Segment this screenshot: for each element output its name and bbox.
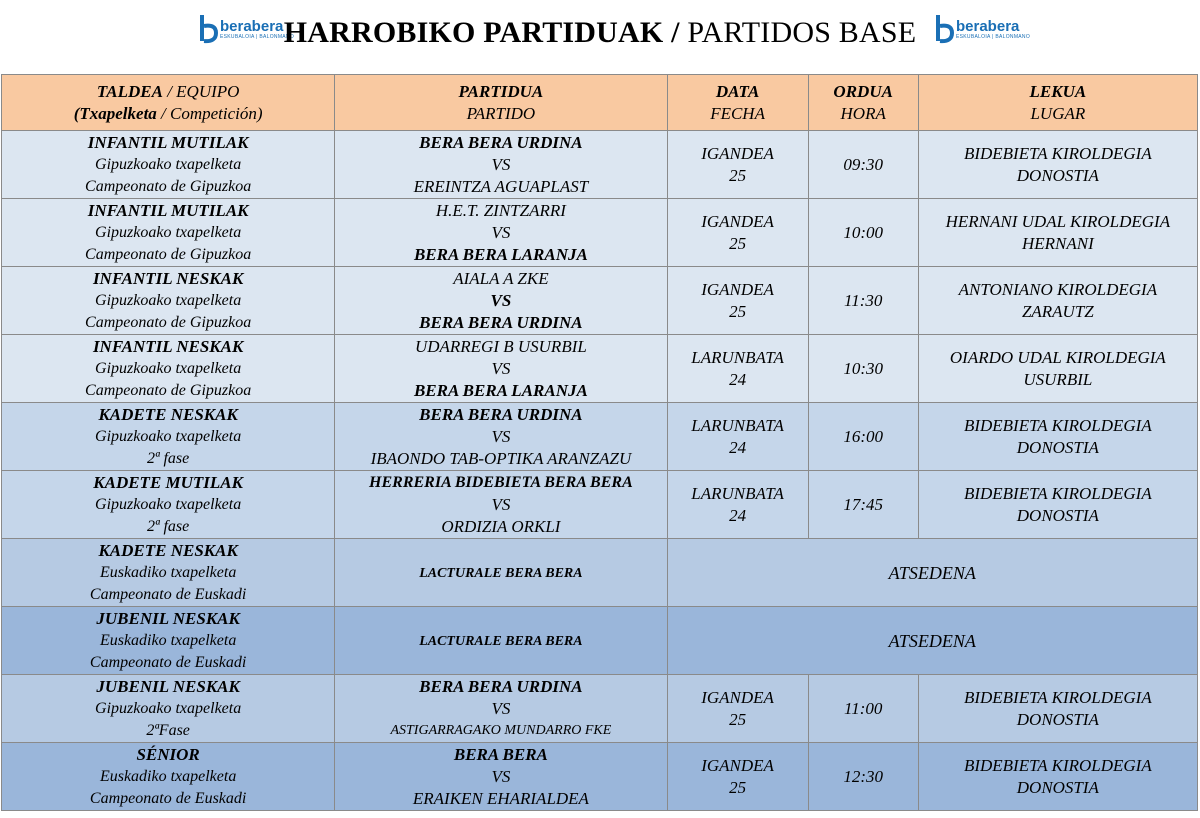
column-header-time: ORDUA HORA [808,75,918,131]
team-cell: KADETE MUTILAK Gipuzkoako txapelketa 2ª fase [2,471,335,539]
team-cell: SÉNIOR Euskadiko txapelketa Campeonato de Euskadi [2,743,335,811]
date-cell: IGANDEA 25 [667,199,808,267]
logo-subtitle: ESKUBALOIA | BALONMANO [220,33,295,40]
match-cell: BERA BERA URDINA VS IBAONDO TAB-OPTIKA ARANZAZU [335,403,667,471]
table-row [2,267,1198,335]
date-cell: IGANDEA 25 [667,675,808,743]
table-row [2,607,1198,675]
table-header-row [2,75,1198,131]
time-cell: 16:00 [808,403,918,471]
date-cell: LARUNBATA 24 [667,471,808,539]
table-row [2,199,1198,267]
title-spanish: PARTIDOS BASE [679,16,917,49]
page-header [0,0,1200,72]
table-row [2,403,1198,471]
place-cell: BIDEBIETA KIROLDEGIA DONOSTIA [918,675,1197,743]
column-header-team: TALDEA / EQUIPO (Txapelketa / Competición) [2,75,335,131]
time-cell: 17:45 [808,471,918,539]
table-row [2,471,1198,539]
time-cell: 11:00 [808,675,918,743]
place-cell: BIDEBIETA KIROLDEGIA DONOSTIA [918,131,1197,199]
table-row [2,131,1198,199]
time-cell: 10:00 [808,199,918,267]
team-cell: JUBENIL NESKAK Euskadiko txapelketa Campeonato de Euskadi [2,607,335,675]
date-cell: LARUNBATA 24 [667,403,808,471]
table-row [2,335,1198,403]
logo-mark-icon [934,14,954,44]
time-cell: 12:30 [808,743,918,811]
title-basque: HARROBIKO PARTIDUAK / [283,16,680,49]
column-header-date: DATA FECHA [667,75,808,131]
team-cell: INFANTIL NESKAK Gipuzkoako txapelketa Campeonato de Gipuzkoa [2,267,335,335]
table-row [2,743,1198,811]
logo-name: berabera [220,17,284,35]
place-cell: BIDEBIETA KIROLDEGIA DONOSTIA [918,743,1197,811]
table-row [2,675,1198,743]
team-cell: INFANTIL MUTILAK Gipuzkoako txapelketa Campeonato de Gipuzkoa [2,199,335,267]
match-cell: H.E.T. ZINTZARRI VS BERA BERA LARANJA [335,199,667,267]
match-cell: BERA BERA URDINA VS ASTIGARRAGAKO MUNDARRO FKE [335,675,667,743]
team-cell: JUBENIL NESKAK Gipuzkoako txapelketa 2ªFase [2,675,335,743]
match-cell: UDARREGI B USURBIL VS BERA BERA LARANJA [335,335,667,403]
time-cell: 10:30 [808,335,918,403]
time-cell: 09:30 [808,131,918,199]
match-cell: BERA BERA URDINA VS EREINTZA AGUAPLAST [335,131,667,199]
match-cell: LACTURALE BERA BERA [335,539,667,607]
place-cell: OIARDO UDAL KIROLDEGIA USURBIL [918,335,1197,403]
place-cell: HERNANI UDAL KIROLDEGIA HERNANI [918,199,1197,267]
match-cell: BERA BERA VS ERAIKEN EHARIALDEA [335,743,667,811]
time-cell: 11:30 [808,267,918,335]
rest-cell: ATSEDENA [667,539,1197,607]
schedule-table [1,74,1198,811]
date-cell: IGANDEA 25 [667,743,808,811]
team-cell: KADETE NESKAK Euskadiko txapelketa Campeonato de Euskadi [2,539,335,607]
date-cell: IGANDEA 25 [667,267,808,335]
team-cell: KADETE NESKAK Gipuzkoako txapelketa 2ª fase [2,403,335,471]
date-cell: IGANDEA 25 [667,131,808,199]
logo-name: berabera [956,17,1020,35]
place-cell: BIDEBIETA KIROLDEGIA DONOSTIA [918,403,1197,471]
place-cell: ANTONIANO KIROLDEGIA ZARAUTZ [918,267,1197,335]
table-row [2,539,1198,607]
rest-cell: ATSEDENA [667,607,1197,675]
date-cell: LARUNBATA 24 [667,335,808,403]
team-cell: INFANTIL MUTILAK Gipuzkoako txapelketa Campeonato de Gipuzkoa [2,131,335,199]
match-cell: LACTURALE BERA BERA [335,607,667,675]
logo-subtitle: ESKUBALOIA | BALONMANO [956,33,1031,40]
place-cell: BIDEBIETA KIROLDEGIA DONOSTIA [918,471,1197,539]
match-cell: HERRERIA BIDEBIETA BERA BERA VS ORDIZIA ORKLI [335,471,667,539]
berabera-logo [934,12,1030,46]
column-header-place: LEKUA LUGAR [918,75,1197,131]
team-cell: INFANTIL NESKAK Gipuzkoako txapelketa Campeonato de Gipuzkoa [2,335,335,403]
column-header-match: PARTIDUA PARTIDO [335,75,667,131]
match-cell: AIALA A ZKE VS BERA BERA URDINA [335,267,667,335]
